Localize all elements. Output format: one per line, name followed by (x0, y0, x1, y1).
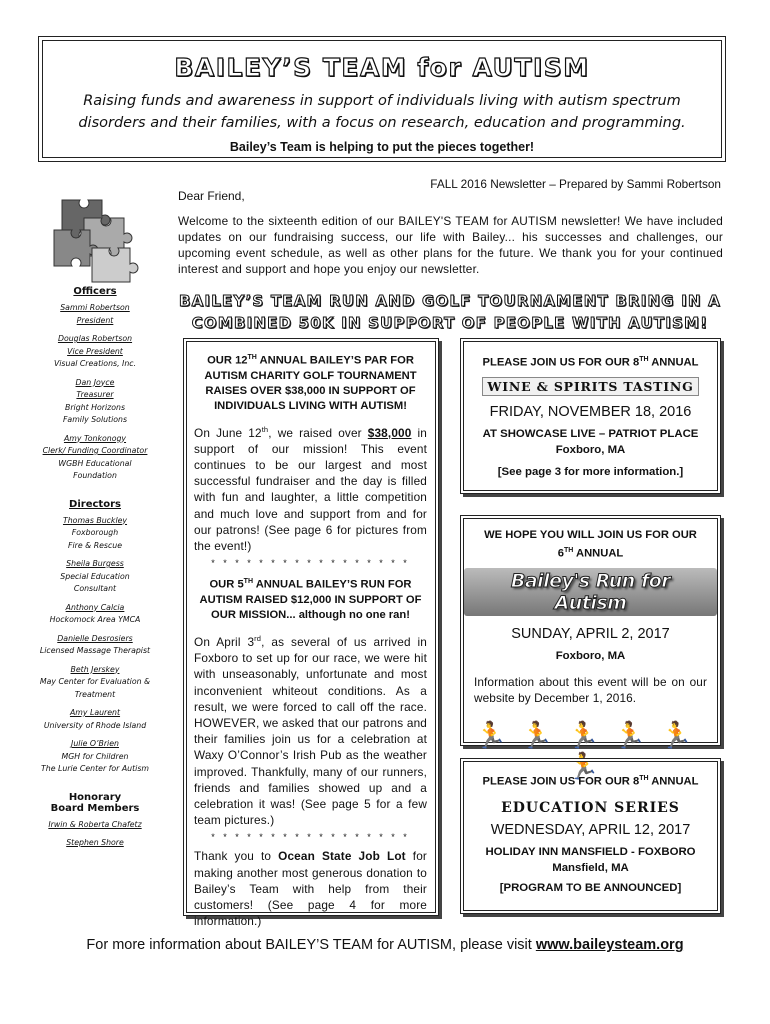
officer-affiliation: Visual Creations, Inc. (53, 359, 137, 368)
education-date: WEDNESDAY, APRIL 12, 2017 (490, 821, 691, 838)
newsletter-header (42, 40, 722, 158)
director-entry (30, 558, 160, 596)
thanks-paragraph: Thank you to Ocean State Job Lot for making another most generous donation to Bailey’s Team with help from their customers! (See page 4 for more information.) (194, 849, 427, 929)
director-name: Beth Jerskey (70, 664, 120, 674)
director-affiliation: Fire & Rescue (68, 540, 122, 550)
officer-name: Amy Tonkonogy (63, 433, 127, 443)
footer (0, 937, 770, 953)
officers-heading: Officers (73, 286, 117, 297)
puzzle-pieces-logo-icon (48, 194, 144, 284)
officer-name: Douglas Robertson (57, 334, 133, 343)
director-affiliation: Licensed Massage Therapist (39, 646, 151, 655)
runner-icon: 🏃🏃🏃🏃🏃🏃 (474, 719, 707, 781)
officer-affiliation: Family Solutions (62, 415, 128, 424)
edition-line: FALL 2016 Newsletter – Prepared by Sammi Robertson (430, 177, 721, 191)
officer-entry (30, 433, 160, 483)
director-name: Danielle Desrosiers (57, 633, 133, 643)
honorary-entry (30, 819, 160, 832)
officer-role: Treasurer (76, 390, 114, 399)
director-entry (30, 602, 160, 627)
greeting: Dear Friend, (178, 189, 245, 203)
officer-affiliation: Bright Horizons (64, 402, 126, 412)
events-recap-box (186, 341, 436, 929)
honorary-heading: Honorary (68, 791, 122, 803)
director-affiliation: Consultant (73, 584, 117, 593)
director-name: Thomas Buckley (62, 515, 128, 525)
banner-line-2: COMBINED 50K IN SUPPORT OF PEOPLE WITH AUTISM! (191, 314, 709, 332)
director-name: Anthony Calcia (65, 602, 125, 612)
run-lead: WE HOPE YOU WILL JOIN US FOR OUR 6TH ANNUAL (484, 529, 697, 560)
director-affiliation: Special Education (60, 571, 130, 581)
run-logo: Bailey's Run for Autism (464, 568, 717, 616)
intro-paragraph: Welcome to the sixteenth edition of our BAILEY'S TEAM for AUTISM newsletter! We have included updates on our fundraising success, our life with Bailey... his successes and challenges, our upcoming event schedule, as well as other plans for the future. We thank you for your continued interest and support and hope you enjoy our newsletter. (178, 214, 723, 276)
education-venue: HOLIDAY INN MANSFIELD - FOXBORO (485, 845, 696, 858)
director-affiliation: Hockomock Area YMCA (49, 615, 141, 624)
education-note: [PROGRAM TO BE ANNOUNCED] (499, 881, 682, 894)
wine-note: [See page 3 for more information.] (497, 465, 684, 478)
honorary-name: Irwin & Roberta Chafetz (48, 819, 142, 829)
honorary-heading-2: Board Members (50, 802, 140, 814)
divider-stars: * * * * * * * * * * * * * * * * * (211, 832, 410, 843)
director-entry (30, 707, 160, 732)
wine-lead: PLEASE JOIN US FOR OUR 8TH ANNUAL (482, 356, 699, 369)
officer-affiliation: Foundation (73, 471, 117, 480)
officer-name: Dan Joyce (75, 377, 115, 387)
honorary-entry (30, 837, 160, 850)
honorary-name: Stephen Shore (66, 838, 124, 847)
newsletter-title: BAILEY’S TEAM for AUTISM (174, 53, 590, 82)
director-affiliation: University of Rhode Island (43, 720, 147, 730)
education-event-name: EDUCATION SERIES (501, 799, 680, 816)
officer-entry (30, 377, 160, 427)
director-affiliation: Foxborough (71, 528, 119, 537)
run-headline: OUR 5TH ANNUAL BAILEY’S RUN FOR AUTISM RAISED $12,000 IN SUPPORT OF OUR MISSION... although no one ran! (199, 578, 422, 622)
officer-entry (30, 333, 160, 371)
director-affiliation: Treatment (74, 689, 116, 699)
sidebar-board-list (30, 286, 160, 856)
director-name: Sheila Burgess (66, 559, 124, 568)
wine-event-name: WINE & SPIRITS TASTING (482, 377, 698, 396)
run-event-box (463, 518, 718, 781)
director-affiliation: MGH for Children (61, 751, 129, 761)
banner-line-1: BAILEY’S TEAM RUN AND GOLF TOURNAMENT BRING IN A (179, 292, 721, 310)
education-series-box (463, 761, 718, 911)
golf-paragraph: On June 12th, we raised over $38,000 in support of our mission! This event continues to be our largest and most successful fundraiser and the day is filled with fun and laughter, a little competition and much love and support from and for our patrons! (See page 6 for pictures from the event!) (194, 424, 427, 554)
newsletter-subtitle: Raising funds and awareness in support of individuals living with autism spectrum disorders and their families, with a focus on research, education and programming. (78, 93, 686, 131)
golf-amount: $38,000 (367, 425, 412, 440)
run-city: Foxboro, MA (555, 649, 626, 662)
newsletter-tagline: Bailey’s Team is helping to put the pieces together! (229, 140, 535, 154)
run-paragraph: On April 3rd, as several of us arrived in Foxboro to set up for our race, we were hit with unseasonably, unfortunate and most inconvenient whiteout conditions. As a result, we were forced to call off the race. HOWEVER, we asked that our patrons and their families join us for a celebration at Waxy O’Connor’s Irish Pub as the weather improved. Thankfully, many of our runners, friends and families showed up and a celebration it was! (See page 5 for a few team pictures.) (194, 634, 427, 828)
director-name: Julie O’Brien (71, 739, 119, 748)
run-date: SUNDAY, APRIL 2, 2017 (511, 625, 670, 642)
sponsor-name: Ocean State Job Lot (278, 849, 406, 864)
website-link[interactable]: www.baileysteam.org (535, 937, 684, 953)
director-name: Amy Laurent (69, 708, 121, 717)
director-entry (30, 515, 160, 553)
officer-role: President (76, 315, 114, 325)
officer-entry (30, 302, 160, 327)
director-affiliation: May Center for Evaluation & (39, 677, 151, 686)
wine-date: FRIDAY, NOVEMBER 18, 2016 (489, 403, 692, 420)
officer-role: Clerk/ Funding Coordinator (42, 446, 148, 455)
headline-banner (176, 290, 724, 334)
directors-heading: Directors (69, 498, 121, 510)
divider-stars: * * * * * * * * * * * * * * * * * (211, 558, 410, 569)
director-entry (30, 664, 160, 702)
education-lead: PLEASE JOIN US FOR OUR 8TH ANNUAL (482, 775, 699, 788)
officer-role: Vice President (67, 346, 123, 356)
wine-venue: AT SHOWCASE LIVE – PATRIOT PLACE (482, 427, 699, 440)
golf-headline: OUR 12TH ANNUAL BAILEY’S PAR FOR AUTISM CHARITY GOLF TOURNAMENT RAISES OVER $38,000 IN SUPPORT OF INDIVIDUALS LIVING WITH AUTISM! (204, 354, 417, 412)
footer-text: For more information about BAILEY’S TEAM for AUTISM, please visit (86, 937, 536, 953)
director-entry (30, 633, 160, 658)
wine-tasting-box (463, 341, 718, 491)
director-entry (30, 738, 160, 776)
education-city: Mansfield, MA (552, 861, 629, 874)
run-note: Information about this event will be on our website by December 1, 2016. (474, 674, 707, 705)
officer-name: Sammi Robertson (60, 303, 130, 312)
wine-city: Foxboro, MA (555, 443, 626, 456)
officer-affiliation: WGBH Educational (58, 458, 132, 468)
director-affiliation: The Lurie Center for Autism (41, 764, 149, 773)
